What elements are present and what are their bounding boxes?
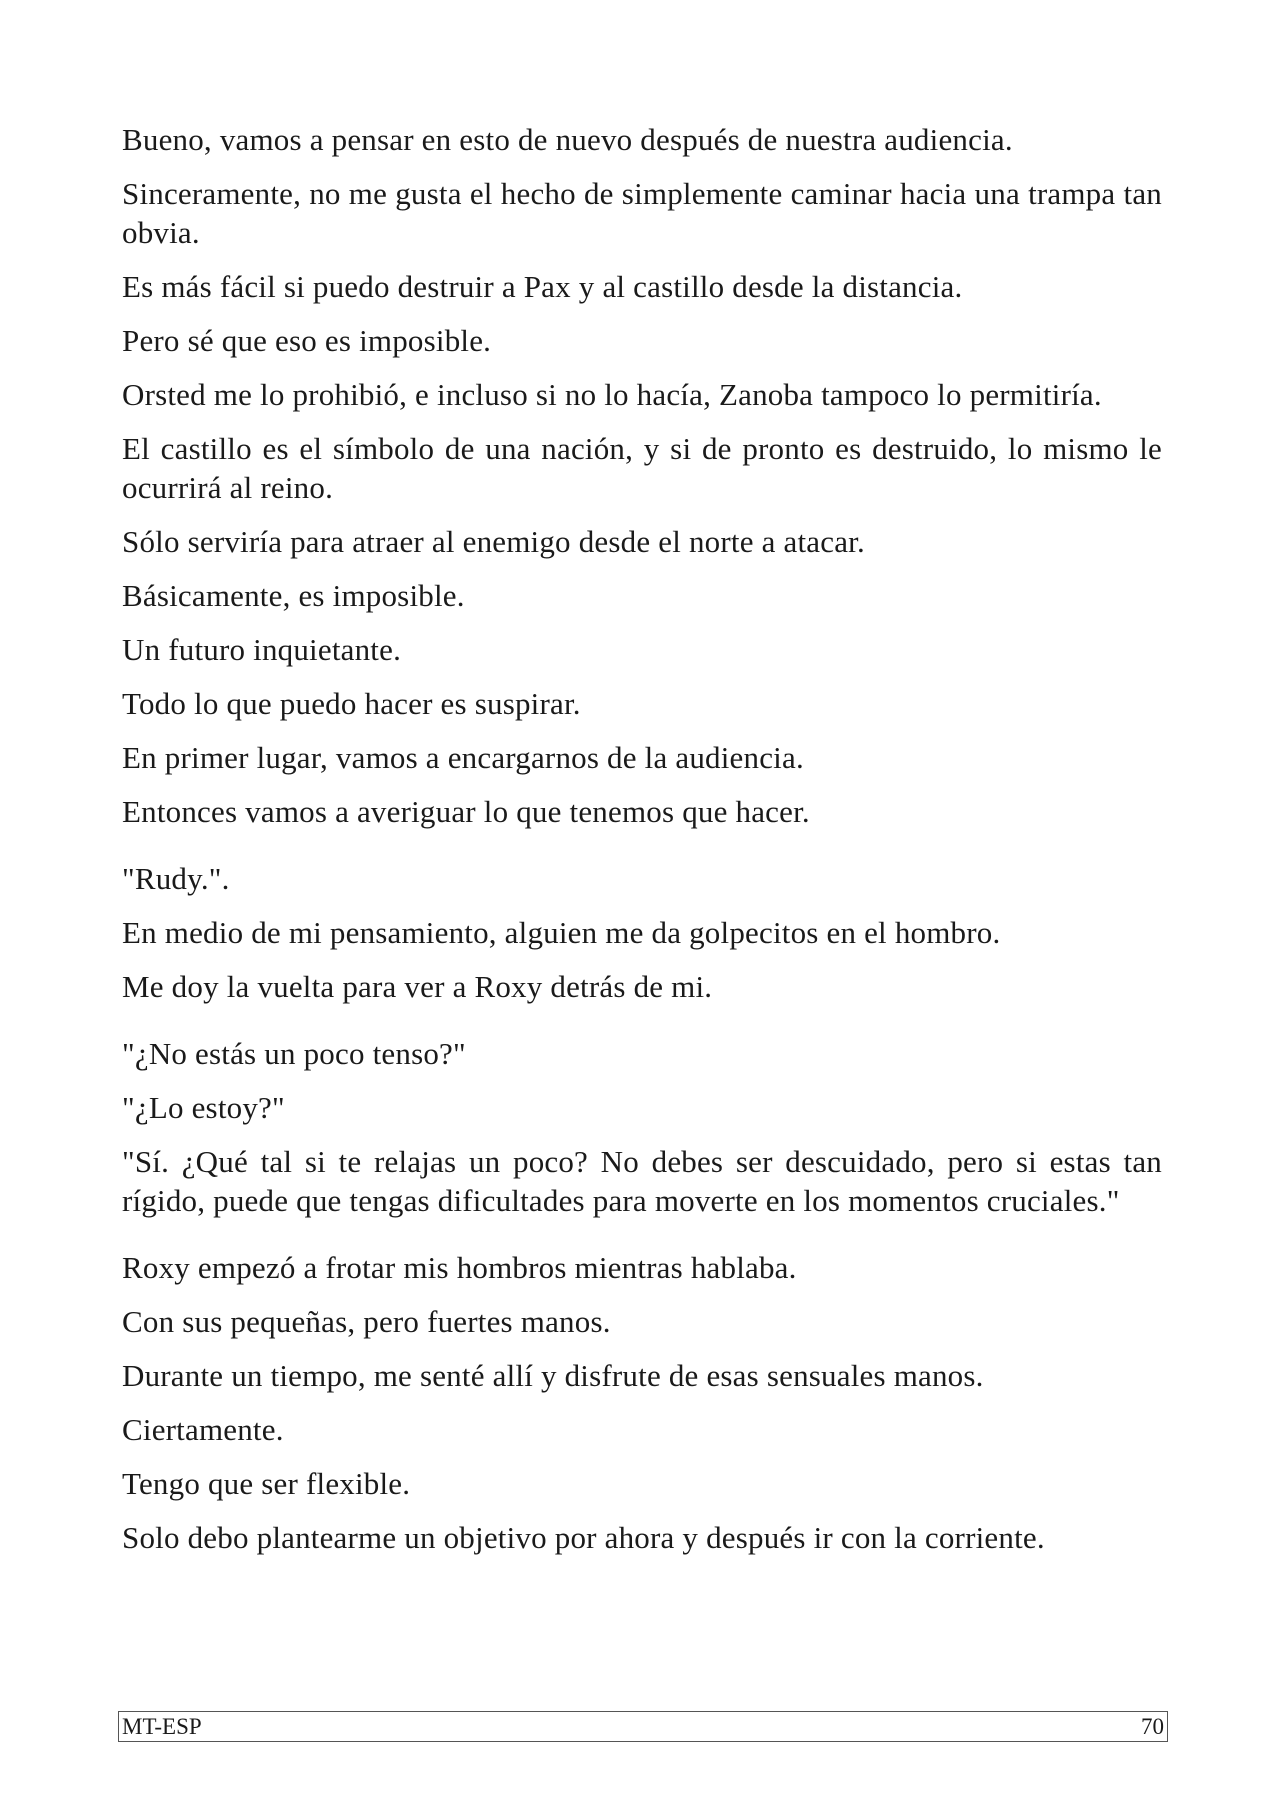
paragraph: Bueno, vamos a pensar en esto de nuevo después de nuestra audiencia. bbox=[122, 122, 1013, 157]
page-body bbox=[122, 120, 1162, 1572]
paragraph: Con sus pequeñas, pero fuertes manos. bbox=[122, 1304, 611, 1339]
paragraph: Básicamente, es imposible. bbox=[122, 578, 465, 613]
paragraph: En medio de mi pensamiento, alguien me da golpecitos en el hombro. bbox=[122, 915, 1001, 950]
dialogue-line: "¿Lo estoy?" bbox=[122, 1090, 285, 1125]
paragraph: Solo debo plantearme un objetivo por ahora y después ir con la corriente. bbox=[122, 1520, 1045, 1555]
dialogue-line: "Rudy.". bbox=[122, 861, 230, 896]
dialogue-line: "Sí. ¿Qué tal si te relajas un poco? No debes ser descuidado, pero si estas tan rígido, puede que tengas dificultades para moverte en los momentos cruciales." bbox=[122, 1144, 1162, 1218]
dialogue-line: "¿No estás un poco tenso?" bbox=[122, 1036, 466, 1071]
paragraph: Ciertamente. bbox=[122, 1412, 284, 1447]
paragraph: Sinceramente, no me gusta el hecho de simplemente caminar hacia una trampa tan obvia. bbox=[122, 176, 1162, 250]
paragraph: Todo lo que puedo hacer es suspirar. bbox=[122, 686, 581, 721]
paragraph: Tengo que ser flexible. bbox=[122, 1466, 411, 1501]
page-number: 70 bbox=[1141, 1714, 1164, 1739]
paragraph: Orsted me lo prohibió, e incluso si no lo hacía, Zanoba tampoco lo permitiría. bbox=[122, 377, 1102, 412]
paragraph: Es más fácil si puedo destruir a Pax y al castillo desde la distancia. bbox=[122, 269, 963, 304]
paragraph: Sólo serviría para atraer al enemigo desde el norte a atacar. bbox=[122, 524, 865, 559]
paragraph: Me doy la vuelta para ver a Roxy detrás de mi. bbox=[122, 969, 713, 1004]
paragraph: Roxy empezó a frotar mis hombros mientras hablaba. bbox=[122, 1250, 797, 1285]
paragraph: Durante un tiempo, me senté allí y disfrute de esas sensuales manos. bbox=[122, 1358, 984, 1393]
paragraph: Un futuro inquietante. bbox=[122, 632, 402, 667]
paragraph: En primer lugar, vamos a encargarnos de la audiencia. bbox=[122, 740, 804, 775]
footer-label: MT-ESP bbox=[122, 1714, 202, 1739]
paragraph: Entonces vamos a averiguar lo que tenemos que hacer. bbox=[122, 794, 810, 829]
page-footer bbox=[118, 1711, 1168, 1742]
paragraph: Pero sé que eso es imposible. bbox=[122, 323, 492, 358]
paragraph: El castillo es el símbolo de una nación, y si de pronto es destruido, lo mismo le ocurrirá al reino. bbox=[122, 431, 1162, 505]
